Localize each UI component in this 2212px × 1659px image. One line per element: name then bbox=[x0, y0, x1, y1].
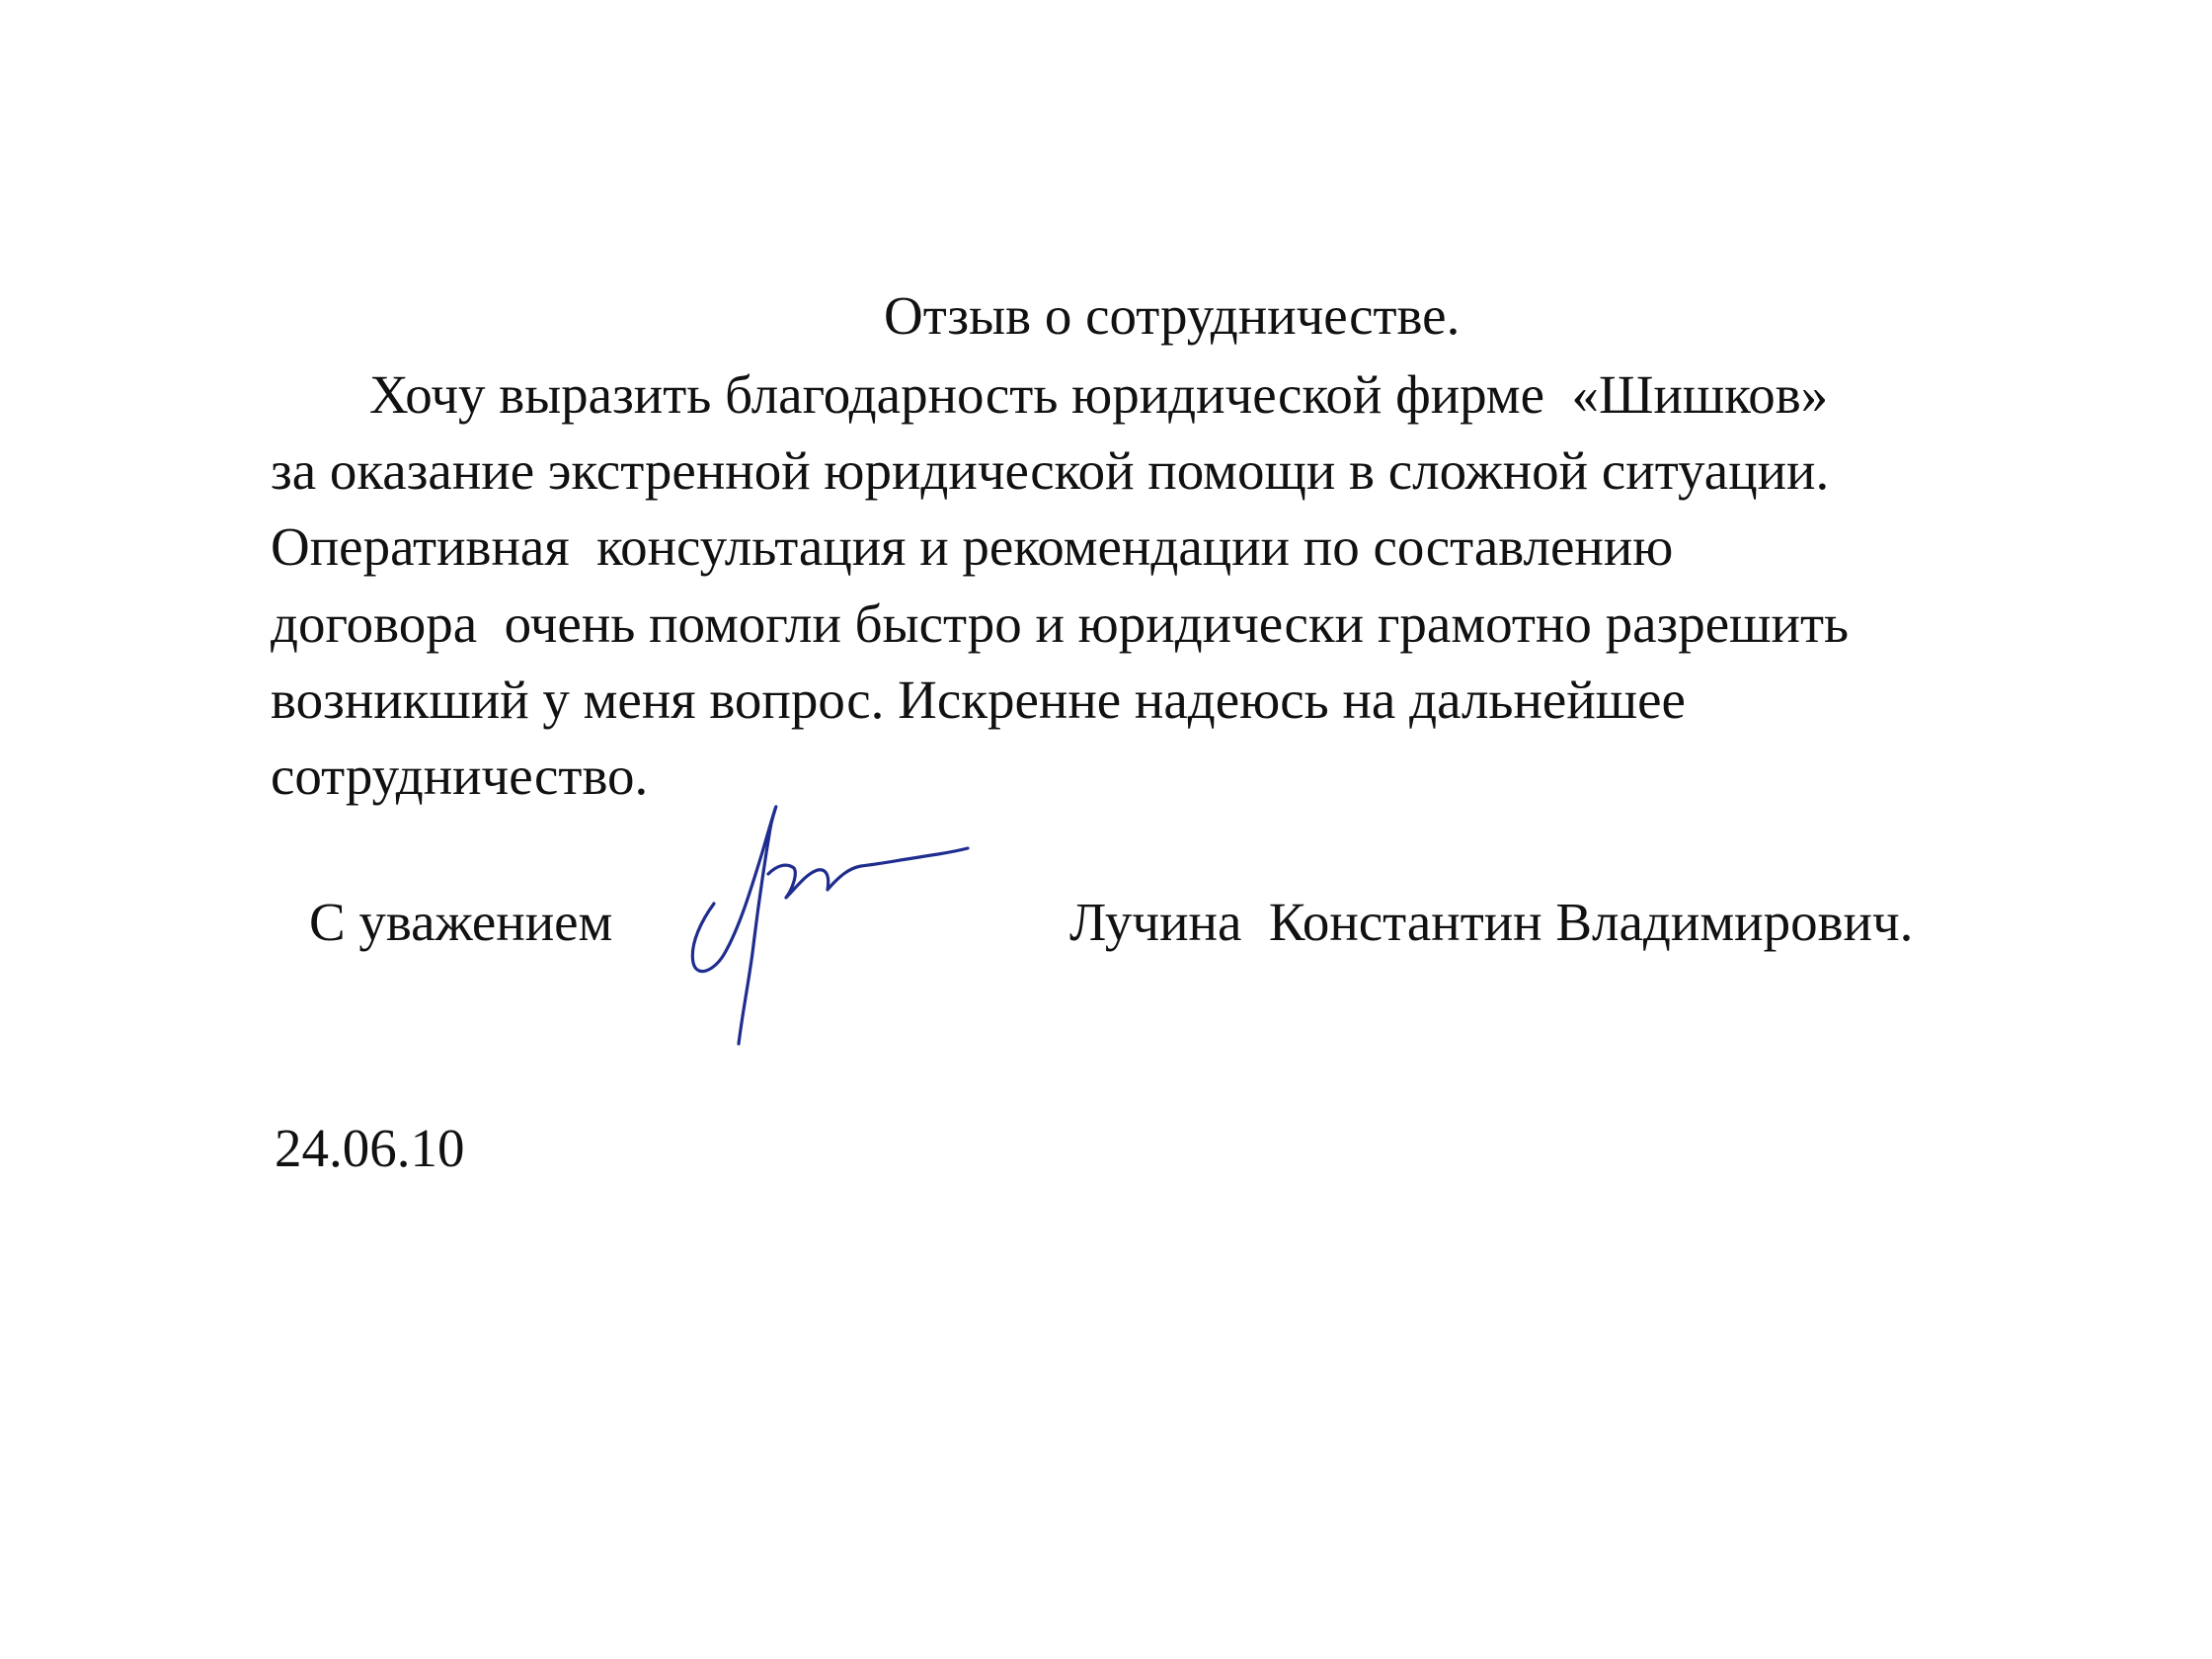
body-line-3: Оперативная консультация и рекомендации по составлению bbox=[271, 516, 1674, 577]
body-line-5: возникший у меня вопрос. Искренне надеюсь на дальнейшее bbox=[271, 670, 1686, 730]
body-line-6: сотрудничество. bbox=[271, 746, 649, 806]
body-line-4: договора очень помогли быстро и юридически грамотно разрешить bbox=[271, 593, 1850, 654]
body-line-1: Хочу выразить благодарность юридической фирме «Шишков» bbox=[369, 364, 1829, 425]
document-title: Отзыв о сотрудничестве. bbox=[884, 285, 1461, 346]
signature-icon bbox=[681, 795, 978, 1052]
letter-date: 24.06.10 bbox=[275, 1118, 465, 1178]
closing-phrase: С уважением bbox=[309, 892, 613, 952]
signer-name: Лучина Константин Владимирович. bbox=[1069, 892, 1914, 952]
body-line-2: за оказание экстренной юридической помощи в сложной ситуации. bbox=[271, 440, 1830, 501]
